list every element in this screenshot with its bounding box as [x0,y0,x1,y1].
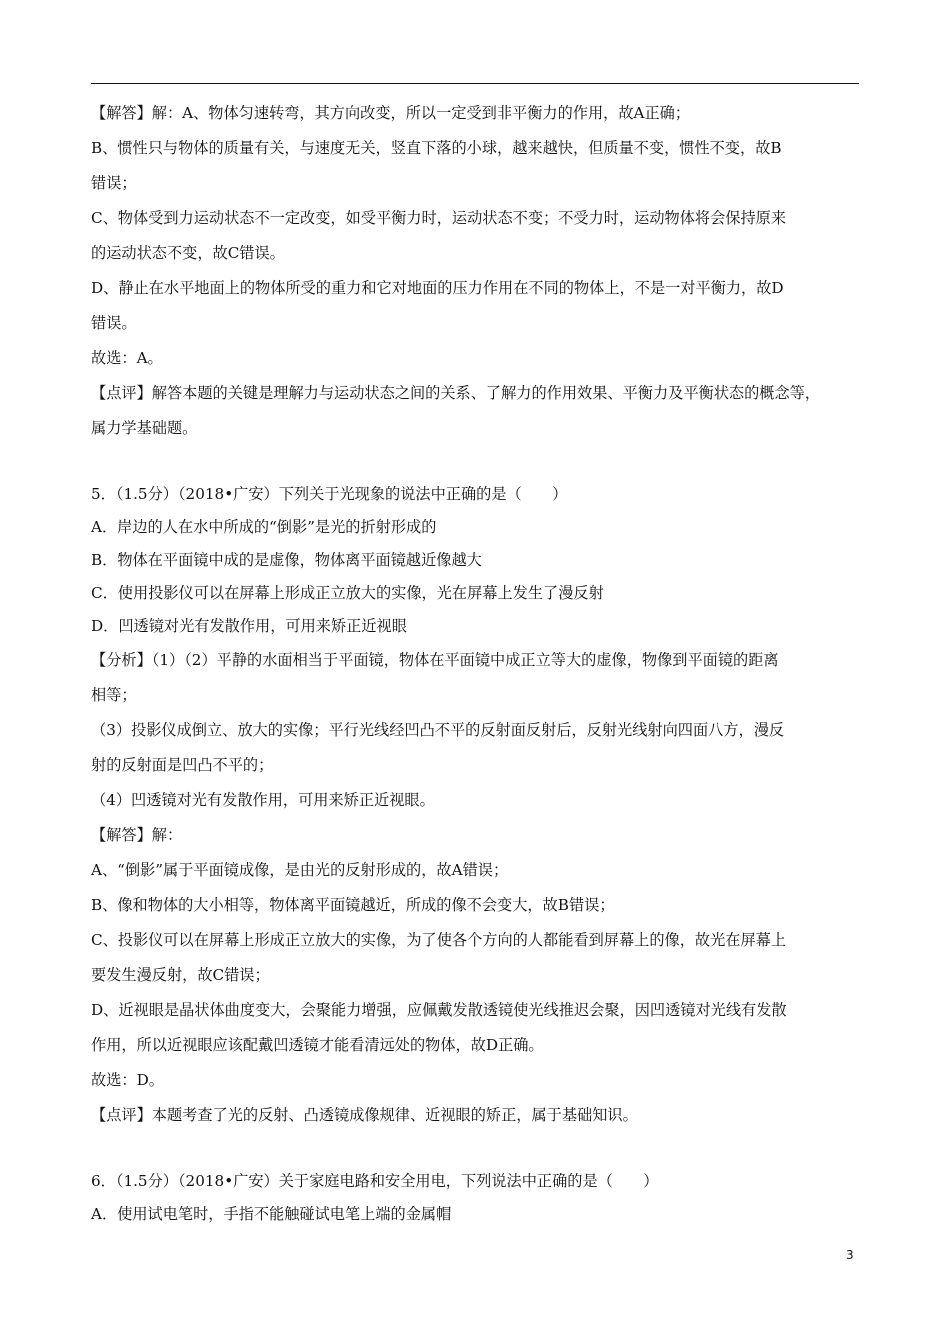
answer-line: 故选：D。 [91,1071,164,1089]
analysis-line: （3）投影仪成倒立、放大的实像；平行光线经凹凸不平的反射面反射后，反射光线射向四面八方，漫反 [91,721,785,739]
text-line: 的运动状态不变，故C错误。 [91,244,285,262]
text-line: C、物体受到力运动状态不一定改变，如受平衡力时，运动状态不变；不受力时，运动物体将会保持原来 [91,209,787,227]
question-5 [91,478,881,1133]
question-6 [91,1165,881,1231]
text-line: 故选：A。 [91,349,163,367]
analysis-line: 射的反射面是凹凸不平的； [91,756,274,774]
option-c: C．使用投影仪可以在屏幕上形成正立放大的实像，光在屏幕上发生了漫反射 [91,584,604,602]
analysis-line: （4）凹透镜对光有发散作用，可用来矫正近视眼。 [91,791,435,809]
answer-line: 作用，所以近视眼应该配戴凹透镜才能看清远处的物体，故D正确。 [91,1036,544,1054]
section-gap [91,1133,881,1165]
option-a: A．岸边的人在水中所成的“倒影”是光的折射形成的 [91,518,437,536]
answer-line: B、像和物体的大小相等，物体离平面镜越近，所成的像不会变大，故B错误； [91,896,615,914]
answer-line: 【解答】解： [91,826,183,844]
comment-line: 【点评】本题考查了光的反射、凸透镜成像规律、近视眼的矫正，属于基础知识。 [91,1106,638,1124]
answer-block-q4 [91,96,881,446]
answer-line: D、近视眼是晶状体曲度变大，会聚能力增强，应佩戴发散透镜使光线推迟会聚，因凹透镜对光线有发散 [91,1001,787,1019]
analysis-line: 【分析】（1）（2）平静的水面相当于平面镜，物体在平面镜中成正立等大的虚像，物像到平面镜的距离 [91,651,779,669]
section-gap [91,446,881,478]
option-b: B．物体在平面镜中成的是虚像，物体离平面镜越近像越大 [91,551,482,569]
page-number: 3 [846,1248,854,1262]
text-line: B、惯性只与物体的质量有关，与速度无关，竖直下落的小球，越来越快，但质量不变，惯性不变，故B [91,139,782,157]
analysis-line: 相等； [91,686,137,704]
text-line: D、静止在水平地面上的物体所受的重力和它对地面的压力作用在不同的物体上，不是一对平衡力，故D [91,279,784,297]
answer-line: C、投影仪可以在屏幕上形成正立放大的实像，为了使各个方向的人都能看到屏幕上的像，故光在屏幕上 [91,931,787,949]
option-a: A．使用试电笔时，手指不能触碰试电笔上端的金属帽 [91,1205,452,1223]
text-line: 属力学基础题。 [91,419,198,437]
text-line: 【解答】解：A、物体匀速转弯，其方向改变，所以一定受到非平衡力的作用，故A正确； [91,104,691,122]
option-d: D．凹透镜对光有发散作用，可用来矫正近视眼 [91,617,407,635]
header-rule [91,83,859,84]
answer-line: A、“倒影”属于平面镜成像，是由光的反射形成的，故A错误； [91,861,509,879]
page-content [91,96,881,1231]
answer-line: 要发生漫反射，故C错误； [91,966,270,984]
question-title: 5．（1.5分）（2018•广安）下列关于光现象的说法中正确的是（ ） [91,485,568,503]
text-line: 错误； [91,174,137,192]
text-line: 【点评】解答本题的关键是理解力与运动状态之间的关系、了解力的作用效果、平衡力及平衡状态的概念等， [91,384,820,402]
text-line: 错误。 [91,314,137,332]
question-title: 6．（1.5分）（2018•广安）关于家庭电路和安全用电，下列说法中正确的是（ ） [91,1172,659,1190]
